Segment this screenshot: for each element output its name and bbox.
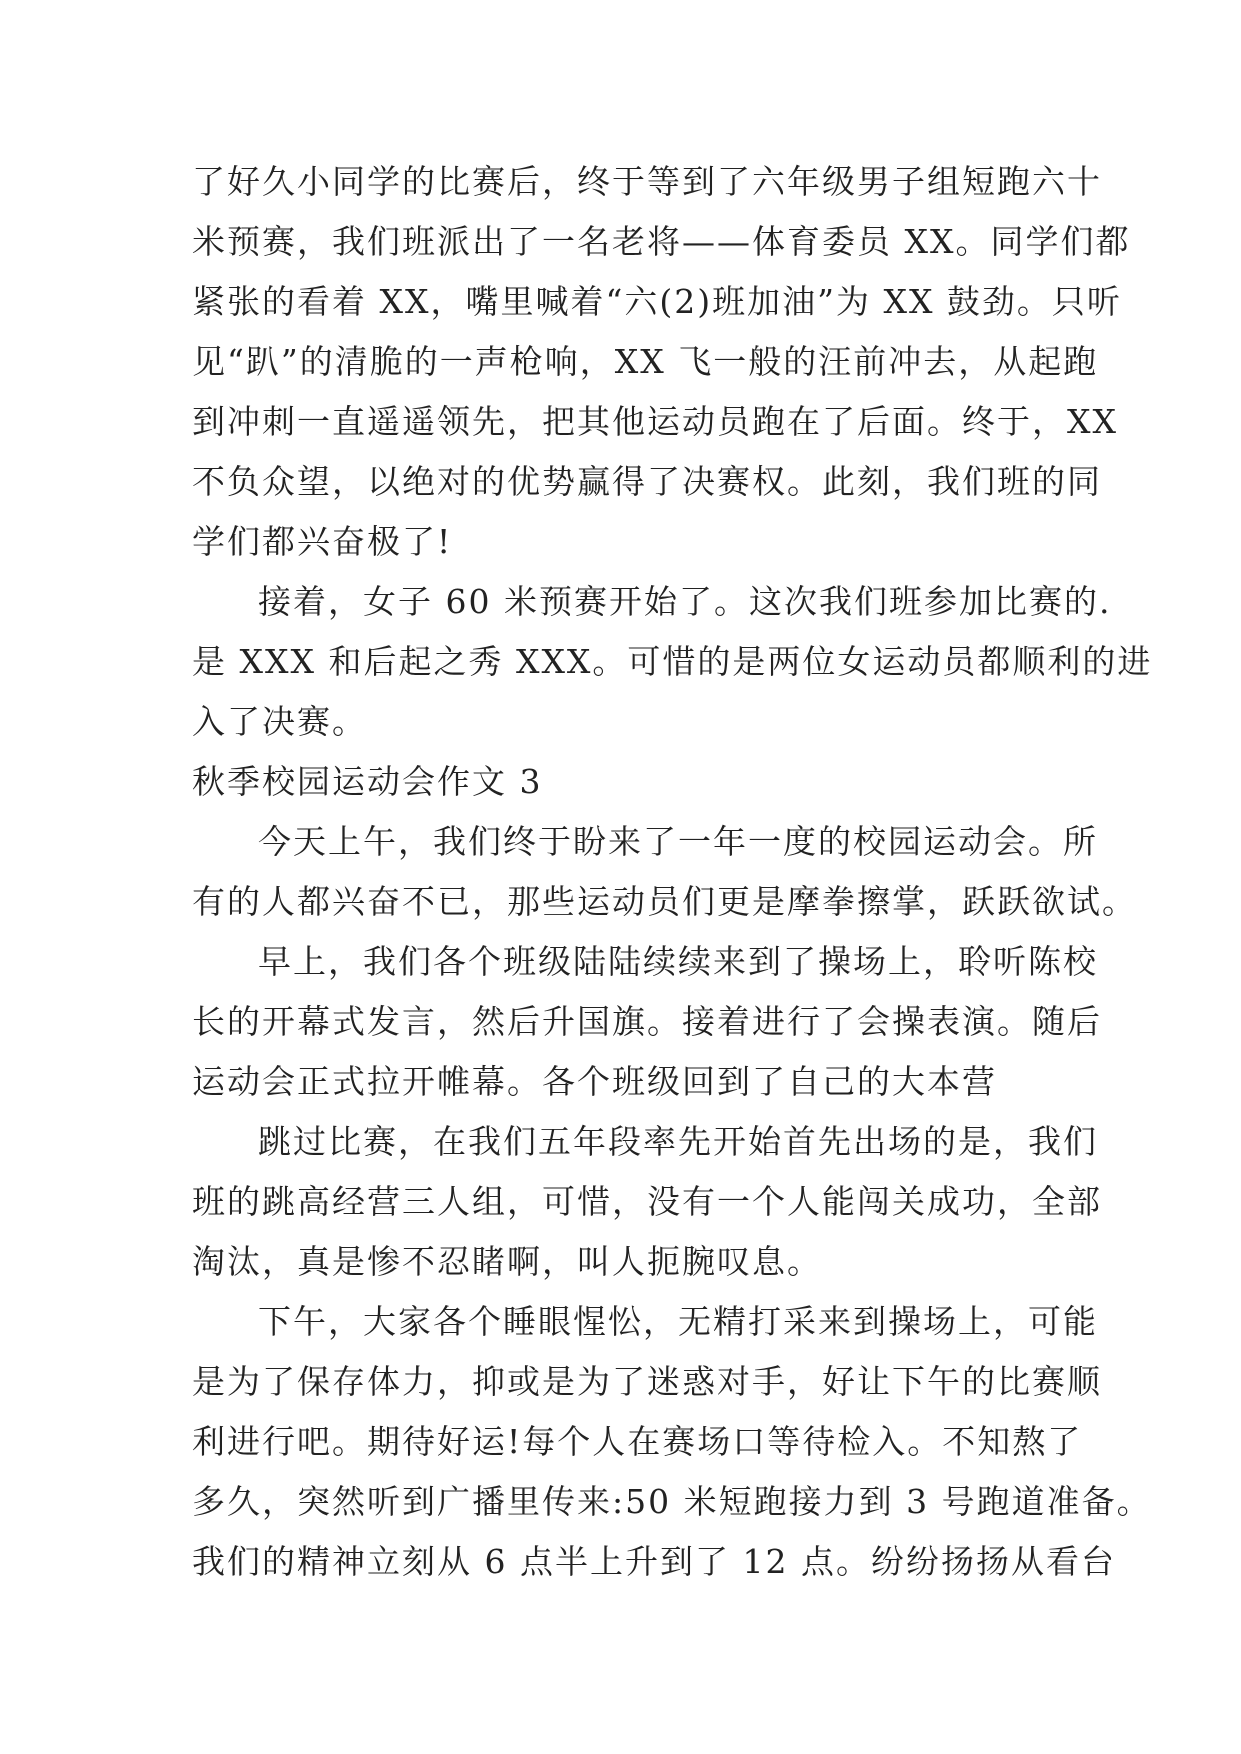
text-line: 到冲刺一直遥遥领先，把其他运动员跑在了后面。终于，XX xyxy=(192,402,1118,441)
text-line: 见“趴”的清脆的一声枪响，XX 飞一般的汪前冲去，从起跑 xyxy=(192,342,1099,381)
text-line: 不负众望，以绝对的优势赢得了决赛权。此刻，我们班的同 xyxy=(192,462,1102,501)
text-line: 跳过比赛，在我们五年段率先开始首先出场的是，我们 xyxy=(258,1122,1098,1161)
section-paragraph-2 xyxy=(192,932,1102,1112)
text-line: 了好久小同学的比赛后，终于等到了六年级男子组短跑六十 xyxy=(192,162,1102,201)
text-line: 接着，女子 60 米预赛开始了。这次我们班参加比赛的. xyxy=(258,582,1112,621)
section-paragraph-1 xyxy=(192,812,1137,932)
text-line: 米预赛，我们班派出了一名老将——体育委员 XX。同学们都 xyxy=(192,222,1131,261)
text-line: 学们都兴奋极了! xyxy=(192,522,453,561)
text-line: 下午，大家各个睡眼惺忪，无精打采来到操场上，可能 xyxy=(258,1302,1098,1341)
text-line: 是为了保存体力，抑或是为了迷惑对手，好让下午的比赛顺 xyxy=(192,1362,1102,1401)
text-line: 今天上午，我们终于盼来了一年一度的校园运动会。所 xyxy=(258,822,1098,861)
paragraph-1 xyxy=(192,152,1131,572)
text-line: 有的人都兴奋不已，那些运动员们更是摩拳擦掌，跃跃欲试。 xyxy=(192,882,1137,921)
text-line: 入了决赛。 xyxy=(192,702,367,741)
text-line: 长的开幕式发言，然后升国旗。接着进行了会操表演。随后 xyxy=(192,1002,1102,1041)
text-line: 运动会正式拉开帷幕。各个班级回到了自己的大本营 xyxy=(192,1062,997,1101)
text-line: 班的跳高经营三人组，可惜，没有一个人能闯关成功，全部 xyxy=(192,1182,1102,1221)
text-line: 紧张的看着 XX，嘴里喊着“六(2)班加油”为 XX 鼓劲。只听 xyxy=(192,282,1122,321)
document-body xyxy=(192,152,1153,1592)
text-line: 是 XXX 和后起之秀 XXX。可惜的是两位女运动员都顺利的进 xyxy=(192,642,1153,681)
text-line: 我们的精神立刻从 6 点半上升到了 12 点。纷纷扬扬从看台 xyxy=(192,1542,1116,1581)
paragraph-2 xyxy=(192,572,1153,752)
text-line: 多久，突然听到广播里传来:50 米短跑接力到 3 号跑道准备。 xyxy=(192,1482,1152,1521)
section-title: 秋季校园运动会作文 3 xyxy=(192,762,543,801)
section-paragraph-3 xyxy=(192,1112,1102,1292)
text-line: 利进行吧。期待好运!每个人在赛场口等待检入。不知熬了 xyxy=(192,1422,1083,1461)
section-paragraph-4 xyxy=(192,1292,1152,1592)
text-line: 早上，我们各个班级陆陆续续来到了操场上，聆听陈校 xyxy=(258,942,1098,981)
text-line: 淘汰，真是惨不忍睹啊，叫人扼腕叹息。 xyxy=(192,1242,822,1281)
